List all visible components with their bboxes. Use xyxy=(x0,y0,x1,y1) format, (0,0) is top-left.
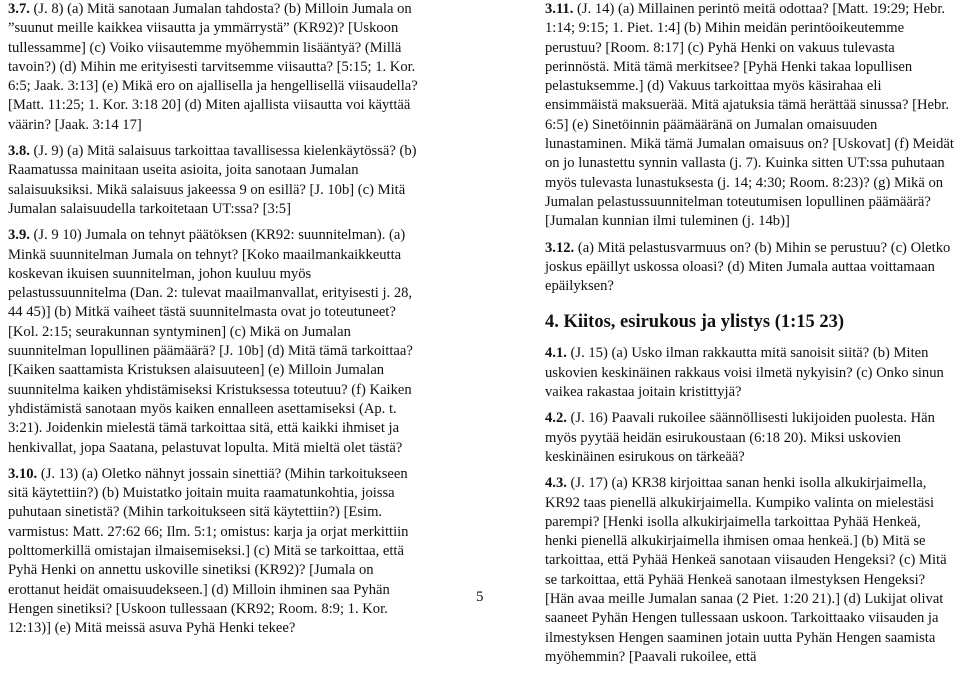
question-text: (J. 9) (a) Mitä salaisuus tarkoittaa tavallisessa kielenkäytössä? (b) Raamatussa mainitaan useita asioita, joita sanotaan Jumalan salaisuuksiksi. Mikä salaisuus jakeessa 9 on esillä? [J. 10b] (c) Mitä Jumalan salaisuudella tarkoitetaan UT:ssa? [3:5] xyxy=(8,143,417,217)
question-number: 3.11. xyxy=(545,1,574,17)
question-4-1 xyxy=(545,344,955,402)
question-4-3 xyxy=(545,474,955,667)
question-text: (J. 14) (a) Millainen perintö meitä odottaa? [Matt. 19:29; Hebr. 1:14; 9:15; 1. Piet. 1:4] (b) Mihin meidän perintöoikeutemme perustuu? [Room. 8:17] (c) Pyhä Henki on vakuus tulevasta perinnöstä. Mitä tämä merkitsee? [Pyhä Henki takaa lopullisen pelastuksemme.] (d) Vakuus tarkoittaa myös käsirahaa eli ensimmäistä maksuerää. Mitä ajatuksia tämä herättää sinussa? [Hebr. 6:5] (e) Sinetöinnin päämääränä on Jumalan omaisuuden lunastaminen. Mikä tämä Jumalan omaisuus on? [Uskovat] (f) Meidät on jo lunastettu synnin vallasta (j. 7). Kuinka sitten UT:ssa puhutaan myös tulevasta lunastuksesta (j. 14; 4:30; Room. 8:23)? (g) Mikä on Jumalan pelastussuunnitelman toteutumisen lopullinen päämäärä? [Jumalan kunnian ilmi tuleminen (j. 14b)] xyxy=(545,1,954,230)
question-3-7 xyxy=(8,0,420,135)
question-4-2 xyxy=(545,409,955,467)
question-number: 4.2. xyxy=(545,410,567,427)
question-3-11 xyxy=(545,0,955,232)
question-number: 4.3. xyxy=(545,475,567,492)
question-text: (J. 17) (a) KR38 kirjoittaa sanan henki isolla alkukirjaimella, KR92 taas pienellä alkukirjaimella. Kumpiko valinta on mielestäsi parempi? [Henki isolla alkukirjaimella tarkoittaa Pyhää Henkeä, henki pienellä alkukirjaimella ihmisen omaa henkeä.] (b) Mitä se tarkoittaa, että Pyhää Henkeä sanotaan viisauden Hengeksi? (c) Mitä se tarkoittaa, että Pyhää Henkeä sanotaan ilmestyksen Hengeksi? [Hän avaa meille Jumalan sanaa (2 Piet. 1:20 21).] (d) Lukijat olivat saaneet Pyhän Hengen tullessaan uskoon. Tarkoittaako viisauden ja ilmestyksen Hengen saaminen jotain uutta Pyhän Hengen saamista myöhemmin? [Paavali rukoilee, että xyxy=(545,475,947,665)
question-number: 3.7. xyxy=(8,1,30,17)
question-3-8 xyxy=(8,142,420,219)
section-heading: 4. Kiitos, esirukous ja ylistys (1:15 23) xyxy=(545,312,845,333)
question-number: 3.9. xyxy=(8,227,30,244)
question-3-10 xyxy=(8,465,420,639)
question-text: (J. 8) (a) Mitä sanotaan Jumalan tahdosta? (b) Milloin Jumala on ”suunut meille kaikkea viisautta ja ymmärrystä” (KR92)? [Uskoon tullessamme] (c) Voiko viisautemme myöhemmin lisääntyä? (Millä tavoin?) (d) Mihin me erityisesti tarvitsemme viisautta? [5:15; 1. Kor. 6:5; Jaak. 3:13] (e) Mikä ero on ajallisella ja hengellisellä viisaudella? [Matt. 11:25; 1. Kor. 3:18 20] (d) Miten ajallista viisautta voi käyttää väärin? [Jaak. 3:14 17] xyxy=(8,1,418,133)
question-number: 3.10. xyxy=(8,465,38,482)
left-column xyxy=(8,0,420,646)
question-number: 3.8. xyxy=(8,143,30,160)
question-text: (J. 16) Paavali rukoilee säännöllisesti lukijoiden puolesta. Hän myös pyytää heidän esirukoustaan (6:18 20). Miksi uskovien keskinäinen esirukous on tärkeää? xyxy=(545,410,935,465)
question-text: (J. 15) (a) Usko ilman rakkautta mitä sanoisit siitä? (b) Miten uskovien keskinäinen rakkaus voisi ilmetä nykyisin? (c) Onko sinun vaikea rakastaa joitain kristittyjä? xyxy=(545,345,944,401)
question-number: 4.1. xyxy=(545,345,567,362)
question-text: (J. 9 10) Jumala on tehnyt päätöksen (KR92: suunnitelman). (a) Minkä suunnitelman Jumala on tehnyt? [Koko maailmankaikkeutta koskevan ikuisen suunnitelman, johon kuuluu myös pelastussuunnitelma (Dan. 2: tulevat maailmanvallat, erityisesti j. 28, 44 45)] (b) Mitkä vaiheet tästä suunnitelmasta ovat jo toteutuneet? [Kol. 2:15; seurakunnan syntyminen] (c) Mikä on Jumalan suunnitelman lopullinen päämäärä? [J. 10b] (d) Mitä tämä tarkoittaa? [Kaiken saattamista Kristuksen alaisuuteen] (e) Milloin Jumalan suunnitelma kaiken yhdistämiseksi Kristuksessa toteutuu? (f) Kaiken yhdistämistä sanotaan myös kaiken ennalleen asettamiseksi (Ap. t. 3:21). Joidenkin mielestä tämä tarkoittaa sitä, että kaikki ihmiset ja henkivallat, jopa Saatana, pelastuvat lopulta. Mitä mieltä olet tästä? xyxy=(8,227,413,456)
question-number: 3.12. xyxy=(545,239,575,256)
page-number: 5 xyxy=(476,589,484,605)
question-text: (a) Mitä pelastusvarmuus on? (b) Mihin se perustuu? (c) Oletko joskus epäillyt uskossa oloasi? (d) Miten Jumala auttaa voittamaan epäilyksen? xyxy=(545,239,951,295)
question-text: (J. 13) (a) Oletko nähnyt jossain sinettiä? (Mihin tarkoitukseen sitä käytettiin?) (b) Muistatko joitain muita raamatunkohtia, joissa puhutaan sinetistä? (Mihin tarkoitukseen sitä käytettiin?) [Esim. varmistus: Matt. 27:62 66; Ilm. 5:1; omistus: karja ja orjat merkittiin polttomerkillä omistajan ilmaisemiseksi.] (c) Mitä se tarkoittaa, että Pyhä Henki on annettu uskoville sinetiksi (KR92)? [Jumala on erottanut heidät omaisuudekseen.] (d) Milloin ihminen saa Pyhän Hengen sinetiksi? [Uskoon tullessaan (KR92; Room. 8:9; 1. Kor. 12:13)] (e) Mitä meissä asuva Pyhä Henki tekee? xyxy=(8,465,409,637)
question-3-9 xyxy=(8,226,420,458)
right-column xyxy=(545,0,955,674)
question-3-12 xyxy=(545,239,955,297)
